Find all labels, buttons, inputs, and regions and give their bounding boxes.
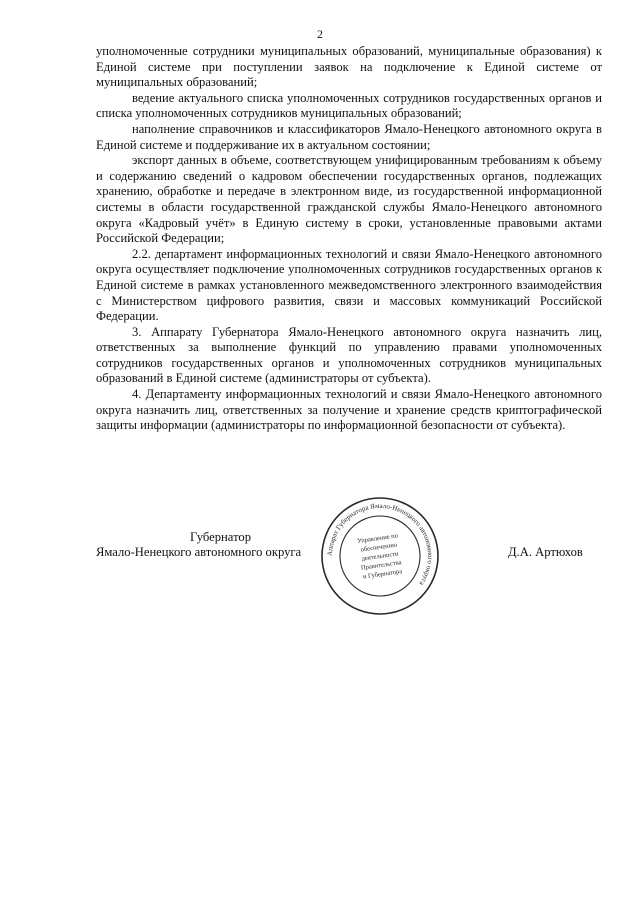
- signatory-name: Д.А. Артюхов: [508, 545, 583, 559]
- paragraph-clause-2-2: 2.2. департамент информационных технологий и связи Ямало-Ненецкого автономного округа осуществляет подключение уполномоченных сотрудников государственных органов к Единой системе в рамках установленного межведомственного электронного взаимодействия с Министерством цифрового развития, связи и массовых коммуникаций Российской Федерации.: [96, 246, 602, 324]
- paragraph-clause-4: 4. Департаменту информационных технологий и связи Ямало-Ненецкого автономного округа назначить лиц, ответственных за получение и хранение средств криптографической защиты информации (администраторы по информационной безопасности от субъекта).: [96, 387, 602, 433]
- paragraph-list-item: ведение актуального списка уполномоченных сотрудников государственных органов и списка уполномоченных сотрудников муниципальных образований;: [96, 90, 602, 121]
- signatory-title: Губернатор: [190, 530, 251, 544]
- page-number: 2: [317, 27, 323, 41]
- svg-text:обеспечению: обеспечению: [360, 541, 398, 554]
- svg-text:Правительства: Правительства: [360, 559, 403, 572]
- paragraph-list-item: наполнение справочников и классификаторов Ямало-Ненецкого автономного округа в Единой системе и поддерживание их в актуальном состоянии;: [96, 121, 602, 152]
- seal-ring-text: Аппарат Губернатора Ямало-Ненецкого автономного округа: [325, 501, 435, 587]
- paragraph-continuation: уполномоченные сотрудники муниципальных образований, муниципальные образования) к Единой системе при поступлении заявок на подключение к Единой системе от муниципальных образований;: [96, 44, 602, 90]
- signatory-organization: Ямало-Ненецкого автономного округа: [96, 545, 302, 559]
- seal-center-text: [357, 532, 404, 580]
- paragraph-clause-3: 3. Аппарату Губернатора Ямало-Ненецкого автономного округа назначить лиц, ответственных за выполнение функций по управлению правами уполномоченных сотрудников государственных органов и уполномоченных сотрудников муниципальных образований в Единой системе (администраторы от субъекта).: [96, 324, 602, 386]
- paragraph-list-item: экспорт данных в объеме, соответствующем унифицированным требованиям к объему и содержанию сведений о кадровом обеспечении государственных органов, подлежащих хранению, обработке и передаче в электронном виде, из государственной информационной системы в области государственной гражданской службы Ямало-Ненецкого автономного округа «Кадровый учёт» в Единую систему в сроки, установленные правовыми актами Российской Федерации;: [96, 153, 602, 246]
- svg-text:и Губернатора: и Губернатора: [362, 568, 403, 581]
- official-seal: [318, 494, 442, 618]
- svg-text:Управление по: Управление по: [356, 532, 399, 545]
- document-body: [96, 44, 602, 434]
- svg-text:деятельности: деятельности: [361, 550, 399, 563]
